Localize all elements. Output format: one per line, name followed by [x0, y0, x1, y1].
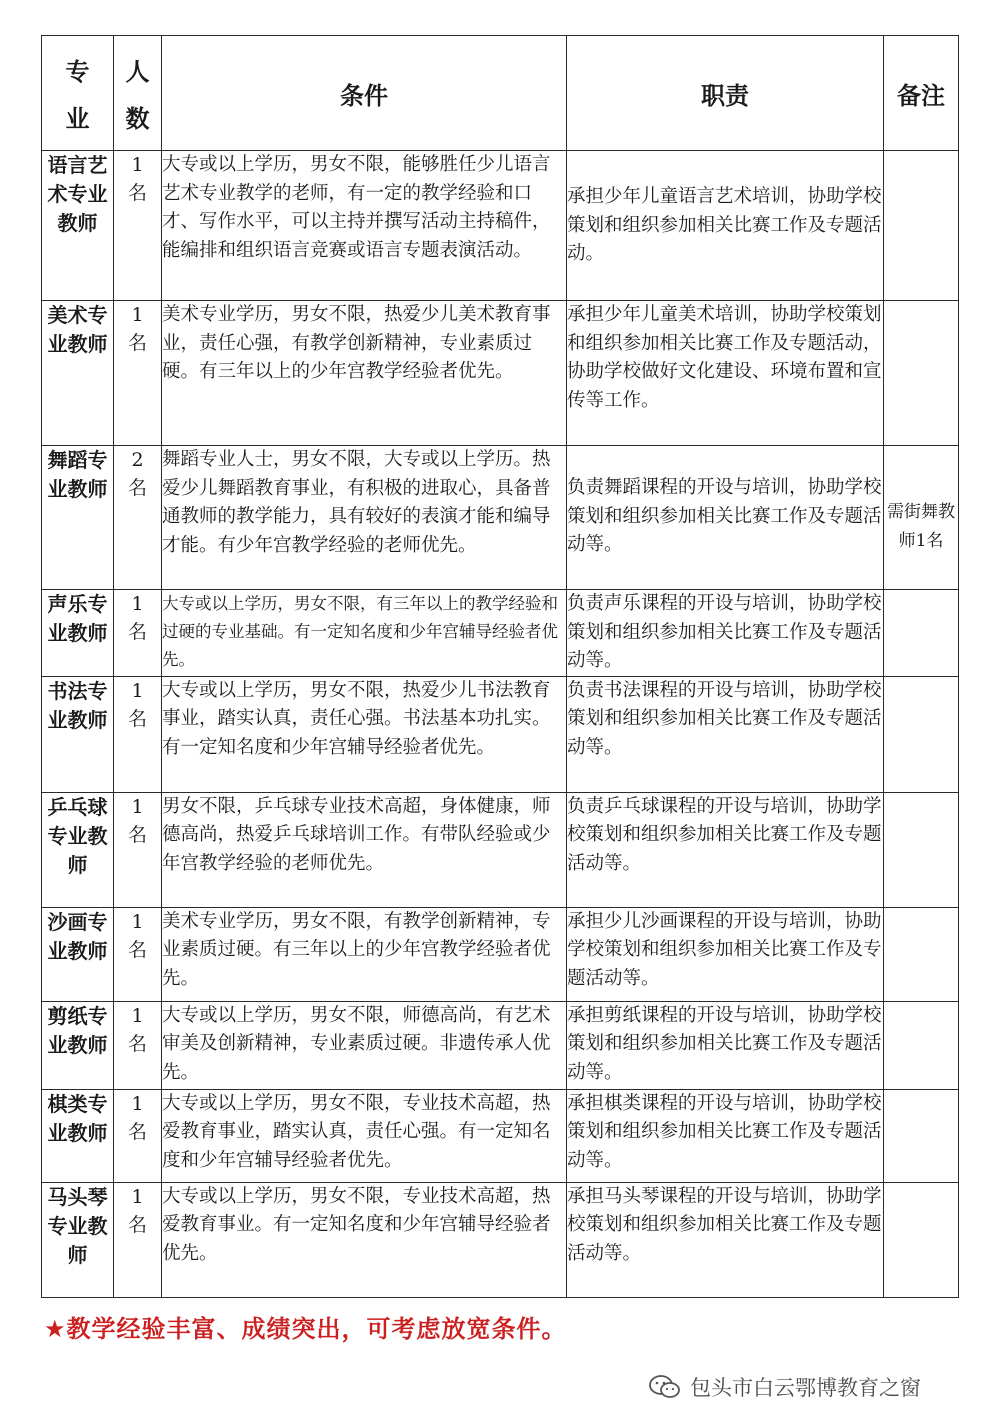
remarks-cell: [884, 301, 959, 446]
header-count: 人 数: [114, 36, 162, 151]
recruitment-table: [41, 35, 959, 1298]
conditions-cell: 大专或以上学历，男女不限，有三年以上的教学经验和过硬的专业基础。有一定知名度和少年宫辅导经验者优先。: [162, 590, 567, 677]
duties-cell: 承担棋类课程的开设与培训，协助学校策划和组织参加相关比赛工作及专题活动等。: [567, 1089, 884, 1182]
conditions-cell: 舞蹈专业人士，男女不限，大专或以上学历。热爱少儿舞蹈教育事业，有积极的进取心，具备普通教师的教学能力，具有较好的表演才能和编导才能。有少年宫教学经验的老师优先。: [162, 446, 567, 590]
count-cell: 1 名: [114, 1182, 162, 1297]
major-cell: 语言艺术专业教师: [42, 151, 114, 301]
conditions-cell: 大专或以上学历，男女不限，热爱少儿书法教育事业，踏实认真，责任心强。书法基本功扎实。有一定知名度和少年宫辅导经验者优先。: [162, 676, 567, 792]
remarks-cell: [884, 151, 959, 301]
count-cell: 1 名: [114, 1089, 162, 1182]
remarks-cell: 需街舞教师1名: [884, 446, 959, 590]
conditions-cell: 美术专业学历，男女不限，有教学创新精神，专业素质过硬。有三年以上的少年宫教学经验者优先。: [162, 907, 567, 1001]
count-cell: 1 名: [114, 1001, 162, 1089]
count-cell: 1 名: [114, 151, 162, 301]
duties-cell: 负责乒乓球课程的开设与培训，协助学校策划和组织参加相关比赛工作及专题活动等。: [567, 792, 884, 907]
duties-cell: 承担少年儿童语言艺术培训，协助学校策划和组织参加相关比赛工作及专题活动。: [567, 151, 884, 301]
table-row: [42, 907, 959, 1001]
table-row: [42, 1182, 959, 1297]
conditions-cell: 大专或以上学历，男女不限，专业技术高超，热爱教育事业，踏实认真，责任心强。有一定知名度和少年宫辅导经验者优先。: [162, 1089, 567, 1182]
major-cell: 棋类专业教师: [42, 1089, 114, 1182]
header-conditions: 条件: [162, 36, 567, 151]
remarks-cell: [884, 792, 959, 907]
table-row: [42, 792, 959, 907]
conditions-cell: 美术专业学历，男女不限，热爱少儿美术教育事业，责任心强，有教学创新精神，专业素质过硬。有三年以上的少年宫教学经验者优先。: [162, 301, 567, 446]
major-cell: 剪纸专业教师: [42, 1001, 114, 1089]
watermark: [648, 1372, 921, 1402]
footnote: ★教学经验丰富、成绩突出，可考虑放宽条件。: [44, 1315, 567, 1343]
major-cell: 美术专业教师: [42, 301, 114, 446]
header-major: 专 业: [42, 36, 114, 151]
count-cell: 1 名: [114, 792, 162, 907]
duties-cell: 承担剪纸课程的开设与培训，协助学校策划和组织参加相关比赛工作及专题活动等。: [567, 1001, 884, 1089]
table-row: [42, 151, 959, 301]
conditions-cell: 男女不限，乒乓球专业技术高超，身体健康，师德高尚，热爱乒乓球培训工作。有带队经验或少年宫教学经验的老师优先。: [162, 792, 567, 907]
major-cell: 舞蹈专业教师: [42, 446, 114, 590]
major-cell: 马头琴专业教师: [42, 1182, 114, 1297]
table-row: [42, 590, 959, 677]
duties-cell: 负责书法课程的开设与培训，协助学校策划和组织参加相关比赛工作及专题活动等。: [567, 676, 884, 792]
duties-cell: 负责舞蹈课程的开设与培训，协助学校策划和组织参加相关比赛工作及专题活动等。: [567, 446, 884, 590]
count-cell: 1 名: [114, 301, 162, 446]
count-cell: 1 名: [114, 590, 162, 677]
remarks-cell: [884, 1089, 959, 1182]
header-remarks: 备注: [884, 36, 959, 151]
duties-cell: 承担少儿沙画课程的开设与培训，协助学校策划和组织参加相关比赛工作及专题活动等。: [567, 907, 884, 1001]
remarks-cell: [884, 676, 959, 792]
count-cell: 1 名: [114, 907, 162, 1001]
duties-cell: 承担少年儿童美术培训，协助学校策划和组织参加相关比赛工作及专题活动，协助学校做好文化建设、环境布置和宣传等工作。: [567, 301, 884, 446]
watermark-text: 包头市白云鄂博教育之窗: [690, 1376, 921, 1400]
remarks-cell: [884, 590, 959, 677]
table-row: [42, 676, 959, 792]
duties-cell: 承担马头琴课程的开设与培训，协助学校策划和组织参加相关比赛工作及专题活动等。: [567, 1182, 884, 1297]
wechat-icon: [648, 1374, 682, 1400]
major-cell: 乒乓球专业教师: [42, 792, 114, 907]
table-row: [42, 446, 959, 590]
table-row: [42, 1089, 959, 1182]
conditions-cell: 大专或以上学历，男女不限，专业技术高超，热爱教育事业。有一定知名度和少年宫辅导经验者优先。: [162, 1182, 567, 1297]
count-cell: 2 名: [114, 446, 162, 590]
count-cell: 1 名: [114, 676, 162, 792]
conditions-cell: 大专或以上学历，男女不限，能够胜任少儿语言艺术专业教学的老师，有一定的教学经验和口才、写作水平，可以主持并撰写活动主持稿件，能编排和组织语言竞赛或语言专题表演活动。: [162, 151, 567, 301]
major-cell: 声乐专业教师: [42, 590, 114, 677]
remarks-cell: [884, 1001, 959, 1089]
header-duties: 职责: [567, 36, 884, 151]
table-row: [42, 1001, 959, 1089]
header-row: [42, 36, 959, 151]
duties-cell: 负责声乐课程的开设与培训，协助学校策划和组织参加相关比赛工作及专题活动等。: [567, 590, 884, 677]
remarks-cell: [884, 907, 959, 1001]
major-cell: 沙画专业教师: [42, 907, 114, 1001]
major-cell: 书法专业教师: [42, 676, 114, 792]
remarks-cell: [884, 1182, 959, 1297]
table-row: [42, 301, 959, 446]
conditions-cell: 大专或以上学历，男女不限，师德高尚，有艺术审美及创新精神，专业素质过硬。非遗传承人优先。: [162, 1001, 567, 1089]
